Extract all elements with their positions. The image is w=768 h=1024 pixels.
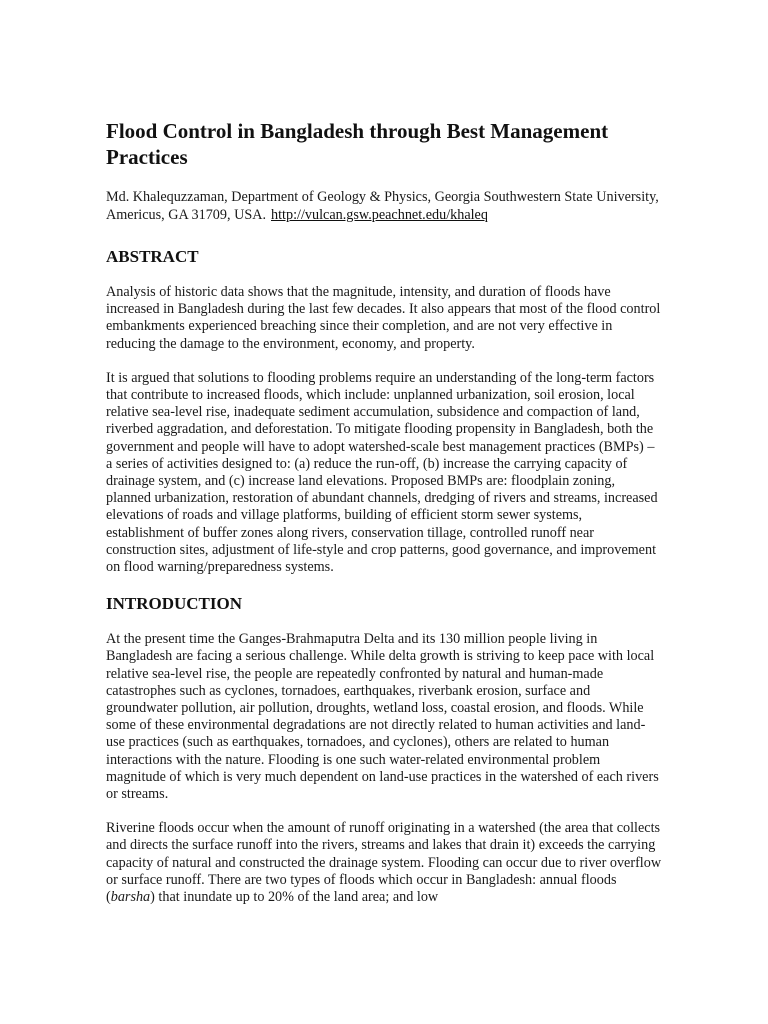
- abstract-paragraph-1: Analysis of historic data shows that the magnitude, intensity, and duration of floods have increased in Bangladesh during the last few decades. It also appears that most of the flood control embankments experienced breaching since their completion, and are not very effective in reducing the damage to the environment, economy, and property.: [106, 284, 661, 352]
- abstract-heading: ABSTRACT: [106, 247, 199, 266]
- intro-p2-italic-term: barsha: [110, 889, 151, 906]
- paper-title: Flood Control in Bangladesh through Best Management Practices: [106, 119, 609, 169]
- author-line: Md. Khalequzzaman, Department of Geology & Physics, Georgia Southwestern State University, Americus, GA 31709, USA.: [106, 189, 659, 223]
- introduction-paragraph-1: At the present time the Ganges-Brahmaputra Delta and its 130 million people living in Bangladesh are facing a serious challenge. While delta growth is striving to keep pace with local relative sea-level rise, the people are repeatedly confronted by natural and human-made catastrophes such as cyclones, tornadoes, earthquakes, riverbank erosion, surface and groundwater pollution, air pollution, droughts, wetland loss, coastal erosion, and floods. While some of these environmental degradations are not directly related to human activities and land-use practices (such as earthquakes, tornadoes, and cyclones), others are related to human interactions with the nature. Flooding is one such water-related environmental problem magnitude of which is very much dependent on land-use practices in the watershed of each rivers or streams.: [106, 631, 659, 803]
- introduction-heading: INTRODUCTION: [106, 594, 243, 614]
- paper-page: [106, 118, 662, 923]
- author-url-link[interactable]: http://vulcan.gsw.peachnet.edu/khaleq: [271, 207, 488, 223]
- introduction-paragraph-2: [106, 820, 662, 906]
- abstract-paragraph-2: It is argued that solutions to flooding problems require an understanding of the long-term factors that contribute to increased floods, which include: unplanned urbanization, soil erosion, local relative sea-level rise, inadequate sediment accumulation, subsidence and compaction of land, riverbed aggradation, and deforestation. To mitigate flooding propensity in Bangladesh, both the government and people will have to adopt watershed-scale best management practices (BMPs) – a series of activities designed to: (a) reduce the run-off, (b) increase the carrying capacity of drainage system, and (c) increase land elevations. Proposed BMPs are: floodplain zoning, planned urbanization, restoration of abundant channels, dredging of rivers and streams, increased elevations of roads and village platforms, building of efficient storm sewer systems, establishment of buffer zones along rivers, conservation tillage, controlled runoff near construction sites, adjustment of life-style and crop patterns, good governance, and improvement on flood warning/preparedness systems.: [106, 369, 658, 576]
- intro-p2-text-b: ) that inundate up to 20% of the land area; and low: [150, 889, 439, 906]
- author-affiliation: [106, 188, 662, 224]
- intro-p2-text-a: Riverine floods occur when the amount of runoff originating in a watershed (the area that collects and directs the surface runoff into the rivers, streams and lakes that drain it) exceeds the carrying capacity of natural and constructed the drainage system. Flooding can occur due to river overflow or surface runoff. There are two types of floods which occur in Bangladesh: annual floods (: [106, 820, 662, 906]
